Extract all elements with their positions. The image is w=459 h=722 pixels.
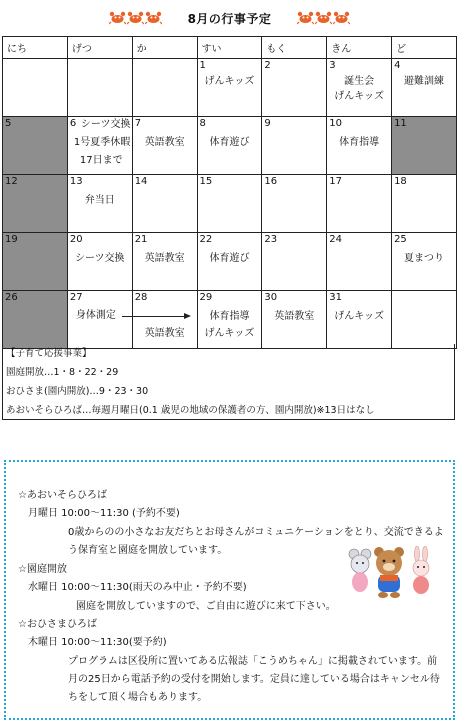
day-cell [262,291,327,349]
day-cell [262,175,327,233]
support-line: 園庭開放…1・8・22・29 [6,367,119,378]
section-text: 園庭を開放していますので、ご自由に遊びに来て下さい。 [76,601,336,612]
week-row [3,117,457,175]
day-cell [262,233,327,291]
day-cell [197,59,262,117]
day-number: 18 [394,176,407,187]
day-number: 22 [199,234,213,245]
weekday-header-row [3,37,457,59]
support-heading: 【子育て応援事業】 [6,348,92,359]
day-cell [392,175,457,233]
weekday-thu: もく [262,37,327,59]
day-cell [327,233,392,291]
day-cell [327,59,392,117]
day-number: 29 [199,292,213,303]
day-cell-holiday [3,117,68,175]
day-number: 6 [69,118,77,129]
calendar-table [2,36,457,349]
day-number: 13 [69,176,83,187]
crab-icon [109,11,126,25]
week-row [3,291,457,349]
day-cell [67,117,132,175]
page-title: 8月の行事予定 [187,11,272,26]
day-cell-holiday [3,175,68,233]
day-cell [392,233,457,291]
day-number: 21 [134,234,148,245]
day-cell [67,59,132,117]
day-number: 1 [199,60,206,71]
day-cell [327,117,392,175]
day-cell [197,291,262,349]
day-number: 5 [5,118,12,129]
crab-icon [297,11,314,25]
day-number: 26 [5,292,18,303]
event-label: 体育指導 [339,137,380,148]
weekday-mon: げつ [67,37,132,59]
event-label: 誕生会 [344,76,375,87]
section-text: プログラムは区役所に置いてある広報誌「こうめちゃん」に掲載されています。前月の25日から電話予約の受付を開始します。定員に達している場合はキャンセル待ちをして頂く場合もあります。 [68,656,440,703]
support-line: おひさま(園内開放)…9・23・30 [6,386,149,397]
day-number: 4 [394,60,401,71]
event-label: 身体測定 [75,310,116,321]
weekday-sat: ど [392,37,457,59]
day-number: 11 [394,118,407,129]
support-line: あおいそらひろば…毎週月曜日(0.1 歳児の地域の保護者の方、園内開放)※13日はなし [6,405,375,416]
section-text: 0歳からのの小さなお友だちとお母さんがコミュニケーションをとり、交流できるよう保育室と園庭を開放しています。 [68,527,444,556]
crab-icon [145,11,162,25]
event-label: げんキッズ [204,76,255,87]
day-number: 28 [134,292,148,303]
day-number: 31 [329,292,342,303]
bear-icon [374,547,404,598]
day-number: 7 [134,118,142,129]
crab-decoration-left [109,11,162,25]
day-number: 27 [69,292,83,303]
event-label: 体育遊び [209,253,250,264]
page-header [0,4,459,32]
event-label: 英語教室 [144,328,185,339]
crab-icon [127,11,144,25]
day-number: 9 [264,118,271,129]
day-cell-holiday [3,233,68,291]
event-label: 体育遊び [209,137,250,148]
event-label: 英語教室 [274,311,315,322]
day-cell [132,59,197,117]
day-number: 14 [134,176,148,187]
day-cell [262,117,327,175]
day-cell [392,59,457,117]
day-cell [3,59,68,117]
weekday-tue: か [132,37,197,59]
event-label: 英語教室 [144,137,185,148]
arrow-line [133,316,185,317]
crab-icon [333,11,350,25]
weekday-sun: にち [3,37,68,59]
day-cell [67,233,132,291]
event-label: 17日まで [79,155,123,166]
day-number: 24 [329,234,342,245]
event-label: 弁当日 [84,195,115,206]
day-cell [197,117,262,175]
event-label: シーツ交換 [74,253,125,264]
animal-friends-illustration [347,546,435,598]
week-row [3,175,457,233]
day-number: 12 [5,176,18,187]
section-heading: ☆園庭開放 [18,564,67,575]
event-label: 避難訓練 [404,76,445,87]
crab-icon [315,11,332,25]
day-number: 23 [264,234,278,245]
day-number: 10 [329,118,342,129]
support-section [2,344,455,420]
arrow-head-icon [184,313,191,319]
day-cell [132,175,197,233]
section-time: 水曜日 10:00～11:30(雨天のみ中止・予約不要) [28,582,247,593]
day-cell [67,291,132,349]
day-cell [132,117,197,175]
day-cell [132,233,197,291]
event-label: シーツ交換 [80,119,131,130]
day-cell [327,291,392,349]
day-number: 19 [5,234,18,245]
weekday-wed: すい [197,37,262,59]
event-label: 夏まつり [404,253,445,264]
day-number: 16 [264,176,278,187]
day-cell [327,175,392,233]
crab-decoration-right [297,11,350,25]
event-label: 英語教室 [144,253,185,264]
day-cell [197,233,262,291]
day-number: 2 [264,60,271,71]
event-label: 1号夏季休暇 [73,137,131,148]
day-cell-holiday [392,117,457,175]
event-label: 体育指導 [209,311,250,322]
day-number: 20 [69,234,83,245]
rabbit-icon [413,546,429,594]
event-label: げんキッズ [334,311,385,322]
weekday-fri: きん [327,37,392,59]
section-time: 木曜日 10:00～11:30(要予約) [28,637,167,648]
day-number: 25 [394,234,407,245]
section-time: 月曜日 10:00～11:30 (予約不要) [28,508,180,519]
week-row [3,233,457,291]
day-cell [67,175,132,233]
mouse-icon [349,549,371,592]
week-row [3,59,457,117]
day-cell-holiday [3,291,68,349]
section-heading: ☆おひさまひろば [18,619,97,630]
day-number: 8 [199,118,206,129]
day-number: 30 [264,292,278,303]
day-cell [262,59,327,117]
day-cell [132,291,197,349]
day-cell [392,291,457,349]
info-box [4,460,455,720]
event-label: げんキッズ [204,328,255,339]
day-number: 3 [329,60,336,71]
day-number: 17 [329,176,342,187]
day-cell [197,175,262,233]
day-number: 15 [199,176,213,187]
event-label: げんキッズ [334,91,385,102]
section-heading: ☆あおいそらひろば [18,490,107,501]
